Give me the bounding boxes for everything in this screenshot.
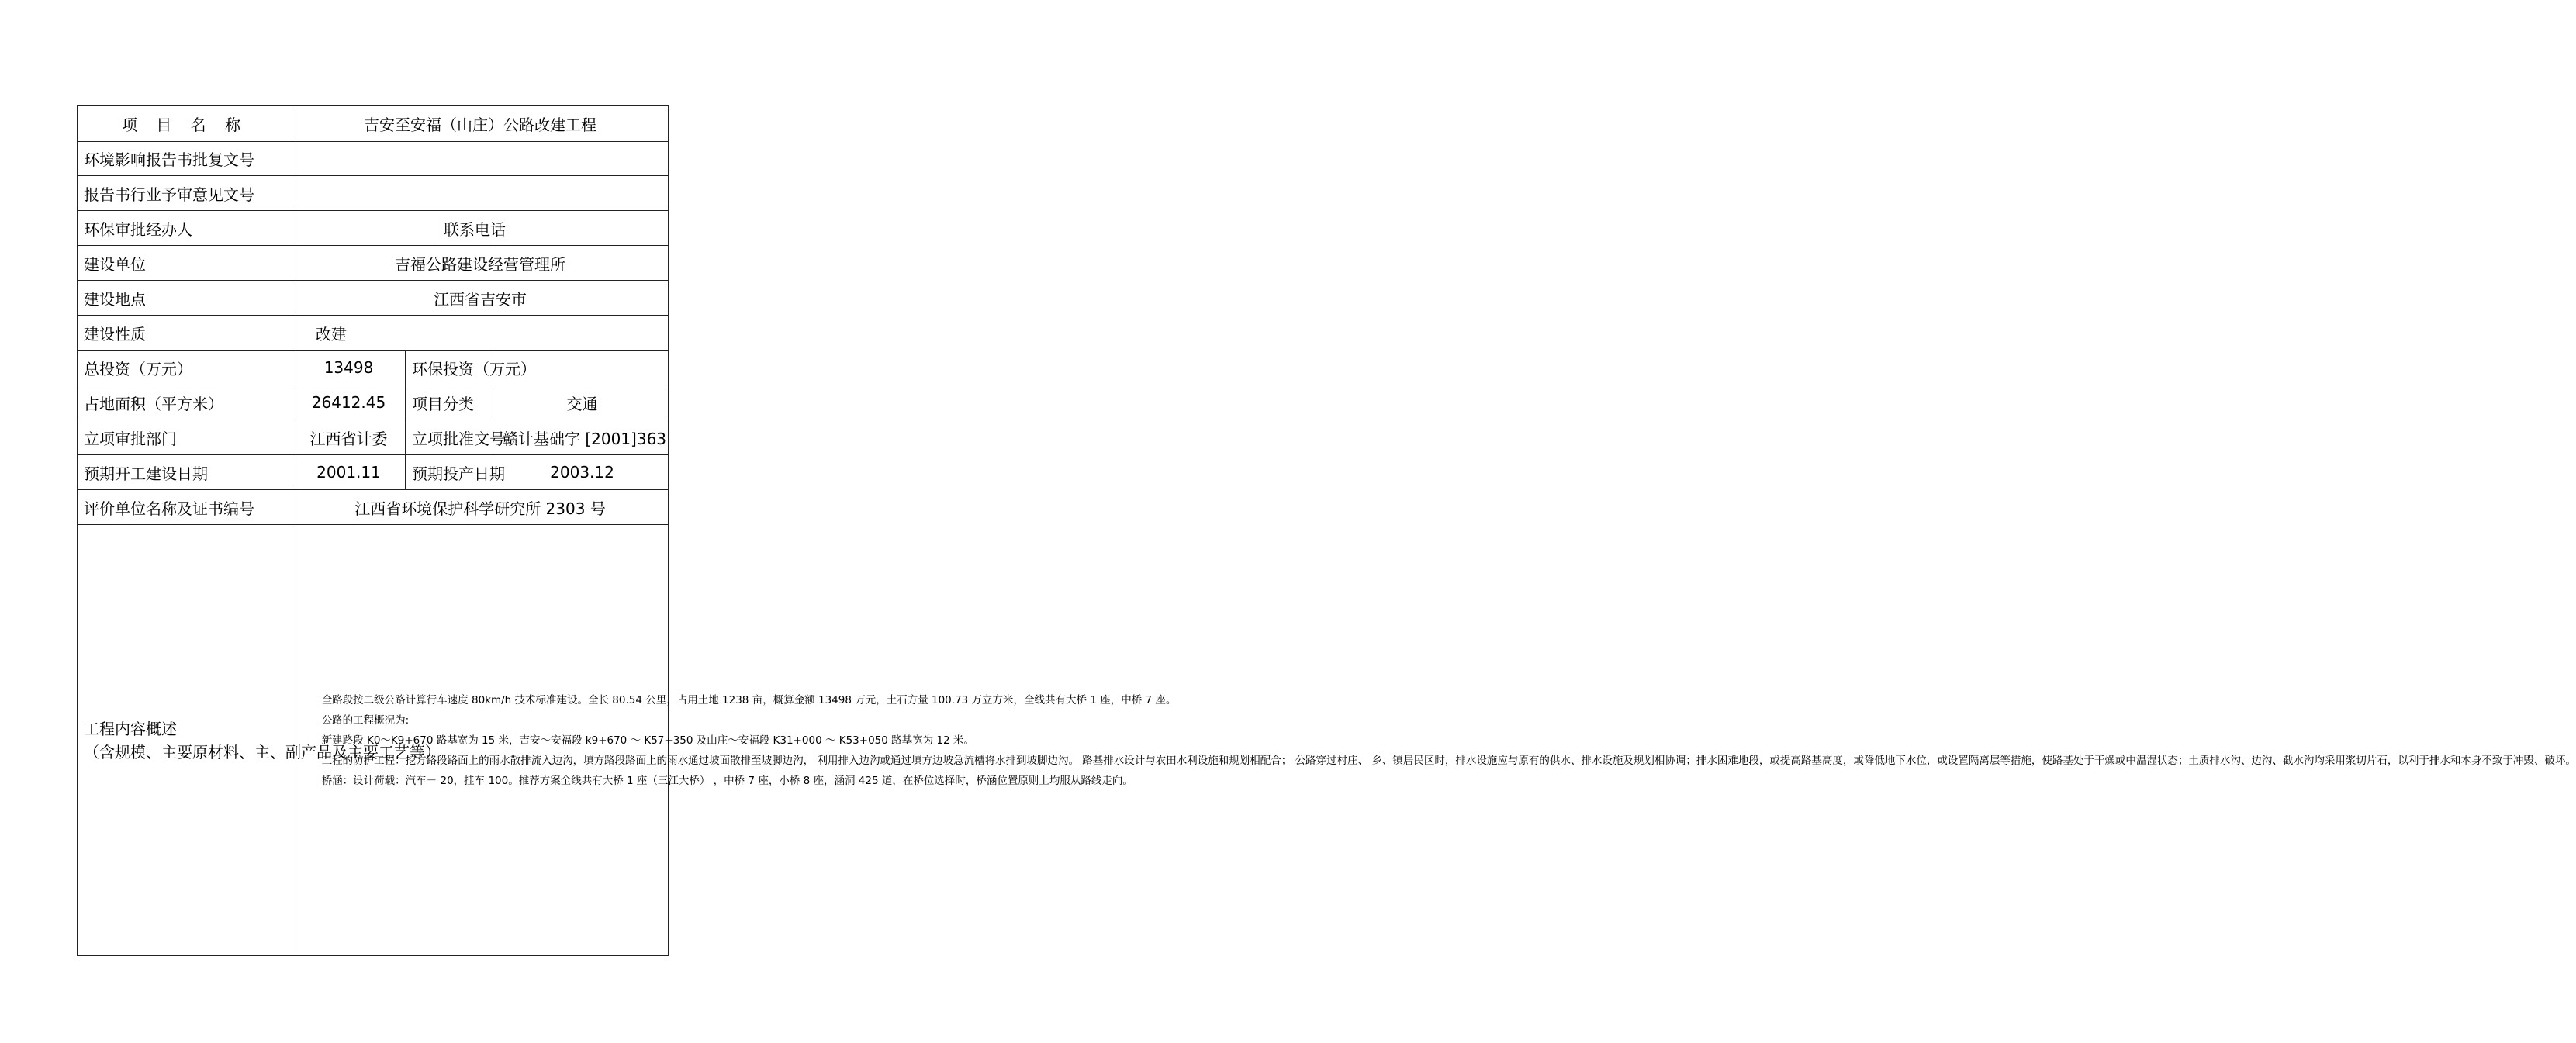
eia-approval-no-value <box>292 142 669 176</box>
env-investment-label: 环保投资（万元） <box>406 351 496 385</box>
industry-pre-review-no-label: 报告书行业予审意见文号 <box>78 176 292 211</box>
row-dates <box>78 455 669 490</box>
row-area <box>78 385 669 420</box>
land-area-label: 占地面积（平方米） <box>78 385 292 420</box>
builder-value: 吉福公路建设经营管理所 <box>292 246 669 281</box>
row-location <box>78 281 669 316</box>
approval-doc-no-label: 立项批准文号 <box>406 420 496 455</box>
project-category-label: 项目分类 <box>406 385 496 420</box>
project-info-table <box>77 105 2576 956</box>
row-builder <box>78 246 669 281</box>
row-eia-handler <box>78 211 669 246</box>
overview-label-title: 工程内容概述 <box>84 719 177 738</box>
row-nature <box>78 316 669 351</box>
start-date-value: 2001.11 <box>292 455 406 490</box>
row-investment <box>78 351 669 385</box>
row-evaluator <box>78 490 669 525</box>
nature-label: 建设性质 <box>78 316 292 351</box>
eia-handler-value <box>292 211 437 246</box>
industry-pre-review-no-value <box>292 176 669 211</box>
total-investment-value: 13498 <box>292 351 406 385</box>
land-area-value: 26412.45 <box>292 385 406 420</box>
row-approval-dept <box>78 420 669 455</box>
row-eia-approval-no <box>78 142 669 176</box>
evaluator-label: 评价单位名称及证书编号 <box>78 490 292 525</box>
approval-dept-label: 立项审批部门 <box>78 420 292 455</box>
location-value: 江西省吉安市 <box>292 281 669 316</box>
builder-label: 建设单位 <box>78 246 292 281</box>
approval-dept-value: 江西省计委 <box>292 420 406 455</box>
eia-approval-no-label: 环境影响报告书批复文号 <box>78 142 292 176</box>
approval-doc-no-value: 赣计基础字 [2001]363 <box>496 420 669 455</box>
overview-paragraph: 新建路段 K0～K9+670 路基宽为 15 米，吉安～安福段 k9+670 ～ K57+350 及山庄～安福段 K31+000 ～ K53+050 路基宽为 12 米。 <box>321 734 974 747</box>
row-project-name <box>78 106 669 142</box>
total-investment-label: 总投资（万元） <box>78 351 292 385</box>
row-industry-pre-review-no <box>78 176 669 211</box>
row-overview <box>78 525 669 956</box>
location-label: 建设地点 <box>78 281 292 316</box>
overview-paragraph: 全路段按二级公路计算行车速度 80km/h 技术标准建设。全长 80.54 公里，占用土地 1238 亩，概算金额 13498 万元，土石方量 100.73 万立方米，全线共有大桥 1 座，中桥 7 座。 <box>321 693 1177 706</box>
overview-paragraph: 工程的防护工程：挖方路段路面上的雨水散排流入边沟，填方路段路面上的雨水通过坡面散排至坡脚边沟， 利用排入边沟或通过填方边坡急流槽将水排到坡脚边沟。 路基排水设计与农田水利设施和规划相配合； 公路穿过村庄、 乡、镇居民区时，排水设施应与原有的供水、排水设施及规划相协调；排水困难地段，或提高路基高度，或降低地下水位，或设置隔离层等措施，使路基处于干燥或中温湿状态；土质排水沟、边沟、截水沟均采用浆切片石，以利于排水和本身不致于冲毁、破坏。 <box>321 754 2576 767</box>
start-date-label: 预期开工建设日期 <box>78 455 292 490</box>
nature-value: 改建 <box>292 316 669 351</box>
evaluator-value: 江西省环境保护科学研究所 2303 号 <box>292 490 669 525</box>
project-name-label: 项 目 名 称 <box>78 106 292 142</box>
overview-content <box>292 525 2576 956</box>
contact-phone-value <box>496 211 669 246</box>
overview-paragraph: 公路的工程概况为: <box>321 713 410 727</box>
production-date-label: 预期投产日期 <box>406 455 496 490</box>
project-name-value: 吉安至安福（山庄）公路改建工程 <box>292 106 669 142</box>
project-category-value: 交通 <box>496 385 669 420</box>
overview-paragraph: 桥涵：设计荷载：汽车－ 20，挂车 100。推荐方案全线共有大桥 1 座（三江大桥） ，中桥 7 座，小桥 8 座，涵洞 425 道，在桥位选择时，桥涵位置原则上均服从路线走向。 <box>321 774 1133 787</box>
eia-handler-label: 环保审批经办人 <box>78 211 292 246</box>
overview-label-note: （含规模、主要原材料、主、副产品及主要工艺等） <box>84 742 441 762</box>
production-date-value: 2003.12 <box>496 455 669 490</box>
contact-phone-label: 联系电话 <box>437 211 496 246</box>
